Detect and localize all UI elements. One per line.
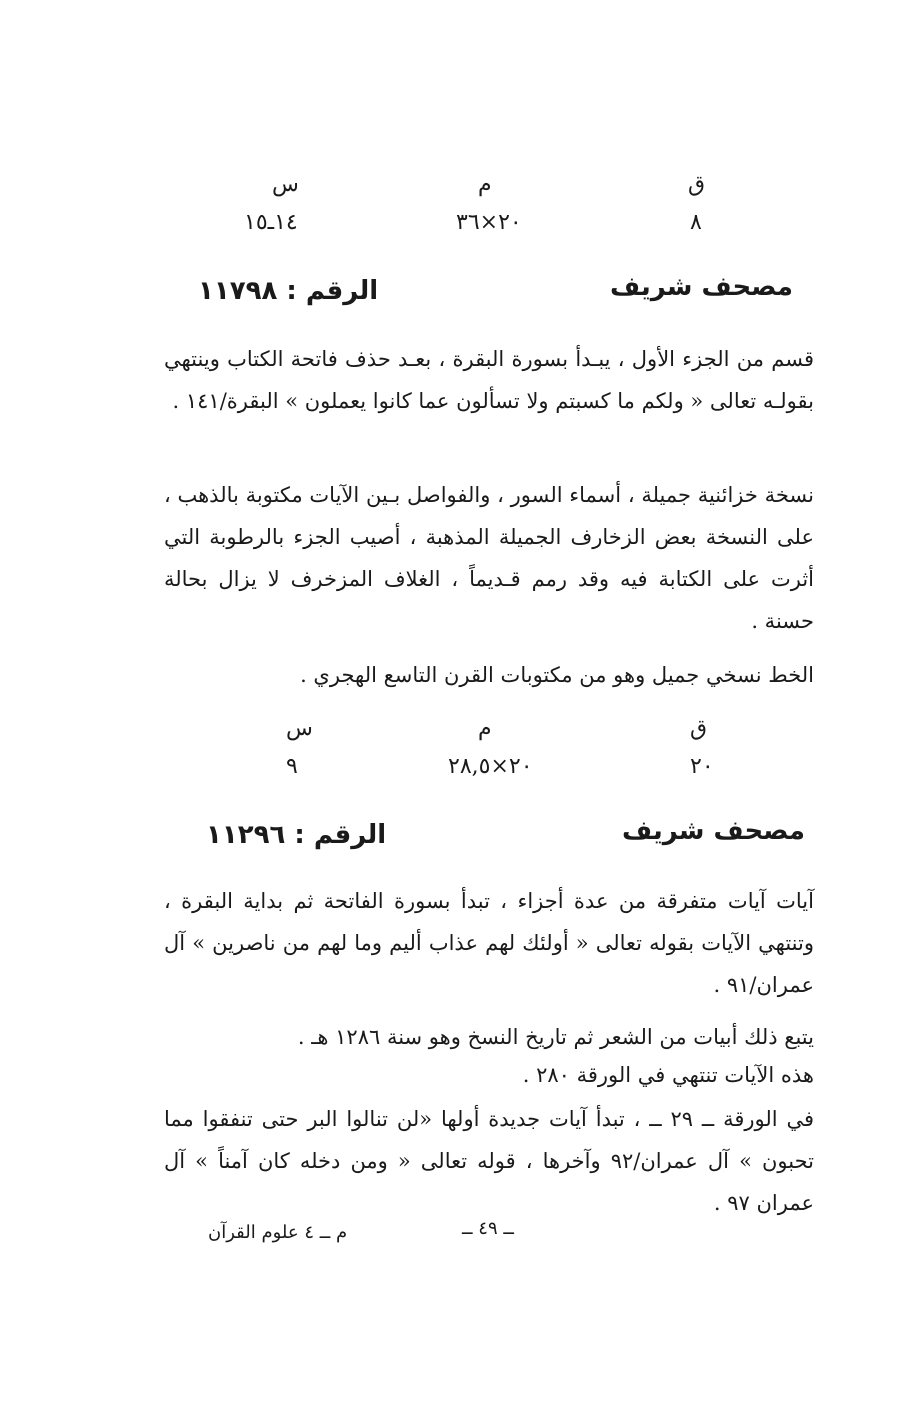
manuscript-number: الرقم : ١١٧٩٨ [198, 276, 379, 306]
folio-29-note: في الورقة ــ ٢٩ ــ ، تبدأ آيات جديدة أولها «لن تنالوا البر حتى تنفقوا مما تحبون » آل عمران/٩٢ وآخرها ، قوله تعالى « ومن دخله كان آمناً » آل عمران ٩٧ . [164, 1107, 814, 1215]
manuscript-title: مصحف شريف [622, 816, 805, 846]
m-label: م [478, 716, 492, 741]
s-value: ١٤ـ١٥ [244, 210, 298, 235]
q-label: ق [688, 172, 706, 197]
q-label: ق [690, 716, 708, 741]
s-label: س [272, 172, 299, 197]
m-value: ٢٠×٢٨,٥ [448, 754, 533, 779]
manuscript-description: آيات آيات متفرقة من عدة أجزاء ، تبدأ بسورة الفاتحة ثم بداية البقرة ، وتنتهي الآيات بقوله تعالى « أولئك لهم عذاب أليم وما لهم من ناصرين » آل عمران/٩١ . [164, 889, 814, 997]
s-label: س [286, 716, 313, 741]
manuscript-script: الخط نسخي جميل وهو من مكتوبات القرن التاسع الهجري . [300, 663, 814, 687]
page-number: ــ ٤٩ ــ [462, 1218, 514, 1239]
m-value: ٢٠×٣٦ [456, 210, 522, 235]
manuscript-number: الرقم : ١١٢٩٦ [206, 820, 387, 850]
poetry-note: يتبع ذلك أبيات من الشعر ثم تاريخ النسخ وهو سنة ١٢٨٦ هـ . [297, 1025, 814, 1049]
folio-end-note: هذه الآيات تنتهي في الورقة ٢٨٠ . [522, 1063, 814, 1087]
manuscript-title: مصحف شريف [610, 272, 793, 302]
q-value: ٨ [690, 210, 702, 235]
signature-mark: م ــ ٤ علوم القرآن [208, 1222, 348, 1243]
s-value: ٩ [286, 754, 298, 779]
manuscript-description: قسم من الجزء الأول ، يبـدأ بسورة البقرة ، بعـد حذف فاتحة الكتاب وينتهي بقولـه تعالى « ولكم ما كسبتم ولا تسألون عما كانوا يعملون » البقرة/١٤١ . [164, 347, 814, 413]
manuscript-notes: نسخة خزائنية جميلة ، أسماء السور ، والفواصل بـين الآيات مكتوبة بالذهب ، على النسخة بعض الزخارف الجميلة المذهبة ، أصيب الجزء بالرطوبة التي أثرت على الكتابة فيه وقد رمم قـديماً ، الغلاف المزخرف لا يزال بحالة حسنة . [164, 483, 814, 633]
m-label: م [478, 172, 492, 197]
q-value: ٢٠ [690, 754, 714, 779]
